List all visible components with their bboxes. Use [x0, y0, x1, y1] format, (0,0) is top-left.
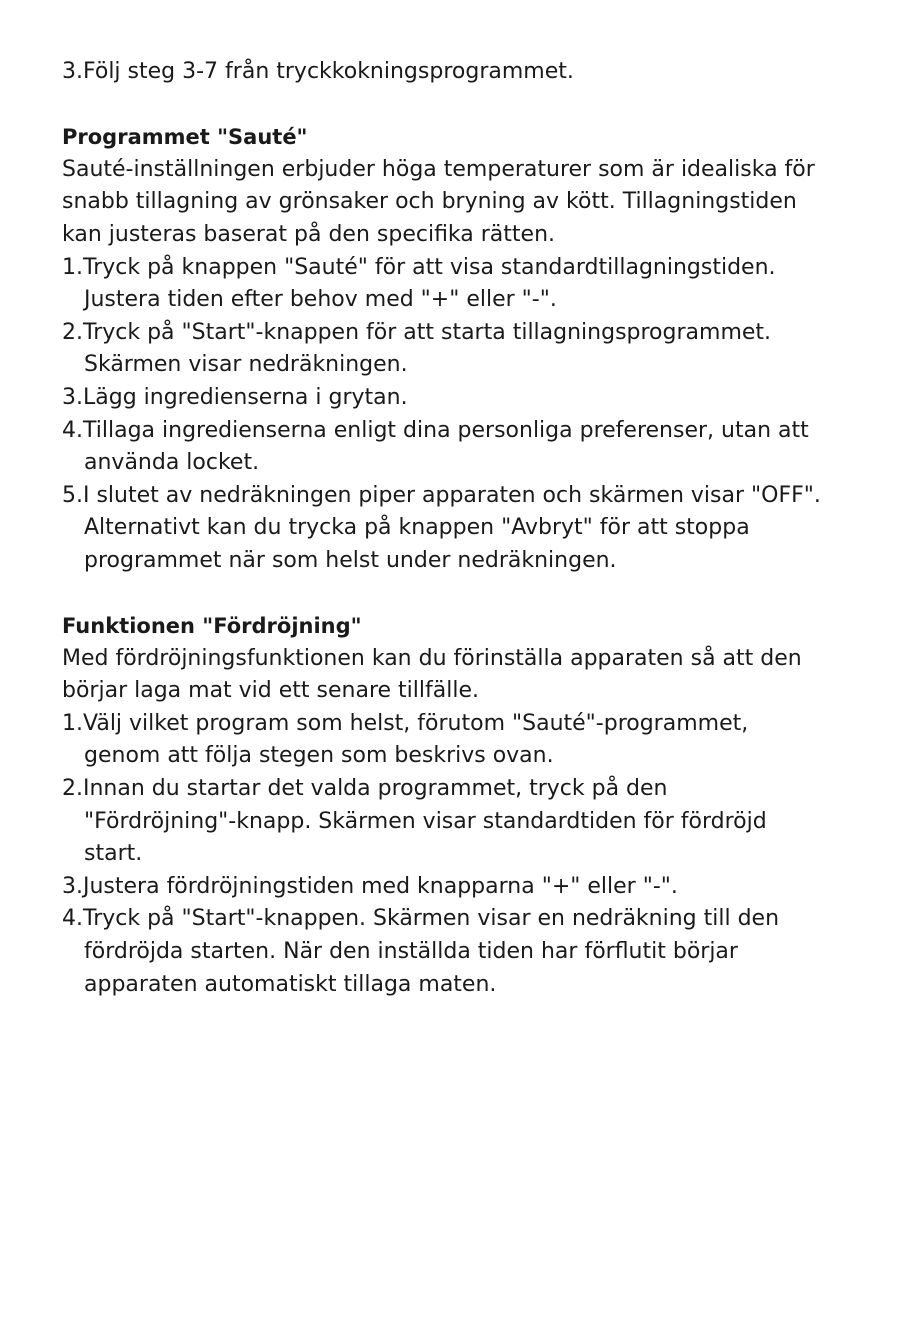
saute-step-5: 5.I slutet av nedräkningen piper apparaten och skärmen visar "OFF".	[62, 482, 821, 508]
delay-step-4-cont: apparaten automatiskt tillaga maten.	[84, 971, 497, 997]
delay-step-2-cont: start.	[84, 841, 143, 867]
spacer	[62, 89, 862, 122]
saute-step-4: 4.Tillaga ingredienserna enligt dina personliga preferenser, utan att	[62, 417, 809, 443]
saute-intro-line: snabb tillagning av grönsaker och bryning av kött. Tillagningstiden	[62, 189, 797, 215]
saute-heading: Programmet "Sauté"	[62, 125, 308, 150]
saute-intro-line: kan justeras baserat på den specifika rätten.	[62, 221, 556, 247]
manual-page	[62, 56, 862, 1001]
delay-step-1-cont: genom att följa stegen som beskrivs ovan.	[84, 743, 554, 769]
delay-step-4: 4.Tryck på "Start"-knappen. Skärmen visar en nedräkning till den	[62, 906, 780, 932]
saute-step-2-cont: Skärmen visar nedräkningen.	[84, 352, 408, 378]
delay-step-2-cont: "Fördröjning"-knapp. Skärmen visar standardtiden för fördröjd	[84, 808, 767, 834]
saute-step-1: 1.Tryck på knappen "Sauté" för att visa standardtillagningstiden.	[62, 254, 776, 280]
delay-step-4-cont: fördröjda starten. När den inställda tiden har förflutit börjar	[84, 939, 738, 965]
delay-section	[62, 610, 862, 1001]
saute-step-2: 2.Tryck på "Start"-knappen för att starta tillagningsprogrammet.	[62, 319, 772, 345]
saute-step-5-cont: programmet när som helst under nedräkningen.	[84, 547, 617, 573]
delay-heading: Funktionen "Fördröjning"	[62, 614, 362, 639]
saute-step-3: 3.Lägg ingredienserna i grytan.	[62, 384, 408, 410]
spacer	[62, 578, 862, 611]
saute-section	[62, 121, 862, 577]
delay-intro-line: börjar laga mat vid ett senare tillfälle.	[62, 678, 479, 704]
intro-step: 3.Följ steg 3-7 från tryckkokningsprogrammet.	[62, 59, 574, 84]
delay-step-2: 2.Innan du startar det valda programmet, tryck på den	[62, 776, 668, 802]
delay-step-1: 1.Välj vilket program som helst, förutom "Sauté"-programmet,	[62, 710, 749, 736]
delay-intro-line: Med fördröjningsfunktionen kan du förinställa apparaten så att den	[62, 645, 802, 671]
saute-step-5-cont: Alternativt kan du trycka på knappen "Avbryt" för att stoppa	[84, 515, 750, 541]
saute-step-1-cont: Justera tiden efter behov med "+" eller "-".	[84, 287, 557, 313]
saute-step-4-cont: använda locket.	[84, 450, 260, 476]
delay-step-3: 3.Justera fördröjningstiden med knapparna "+" eller "-".	[62, 873, 678, 899]
saute-intro-line: Sauté-inställningen erbjuder höga temperaturer som är idealiska för	[62, 156, 815, 182]
